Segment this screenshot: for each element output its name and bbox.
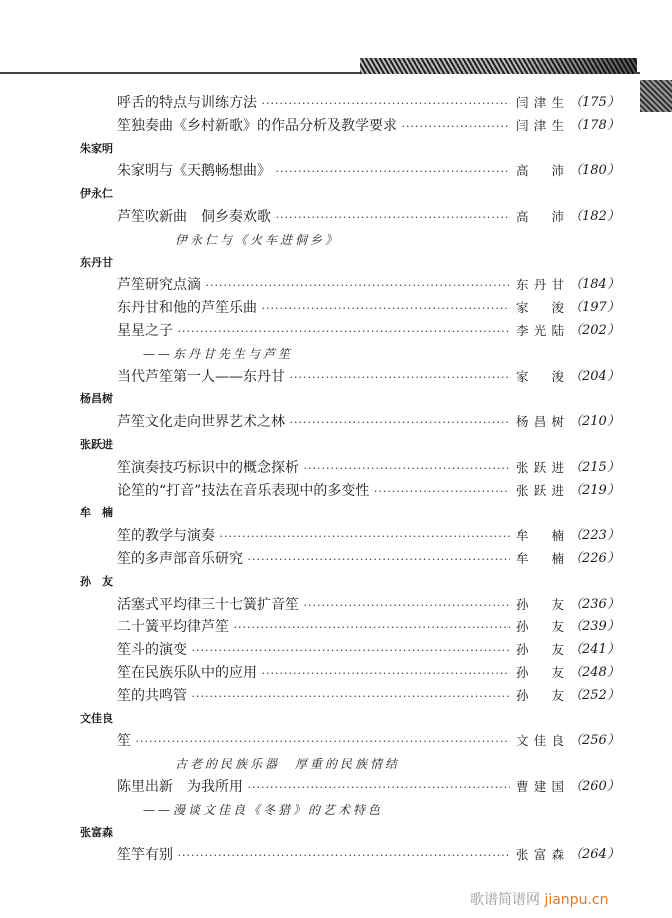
entry-title[interactable]: 笙的多声部音乐研究 ····· — [117, 548, 510, 572]
toc-author-header — [0, 708, 672, 731]
entry-page-number: （248） — [569, 664, 620, 680]
toc-author-header — [0, 183, 672, 206]
entry-page-number: （256） — [569, 733, 620, 749]
subtitle-text: 古老的民族乐器 厚重的民族情结 — [175, 757, 401, 772]
author-name: 牟 楠 — [80, 506, 113, 520]
author-name: 张跃进 — [80, 437, 113, 451]
entry-page-number: （264） — [569, 847, 620, 863]
entry-page-number: （182） — [569, 208, 620, 224]
author-name: 东丹甘 — [80, 255, 113, 269]
entry-page-number: （215） — [569, 459, 620, 475]
entry-author: 张跃进 — [516, 459, 566, 475]
author-name: 朱家明 — [80, 141, 113, 155]
entry-title[interactable]: 笙在民族乐队中的应用 ····· — [117, 662, 510, 686]
entry-title[interactable]: 活塞式平均律三十七簧扩音笙 ····· — [117, 594, 510, 618]
entry-author: 牟楠 — [516, 528, 566, 544]
toc-entry — [0, 457, 672, 480]
toc-entry — [0, 594, 672, 617]
toc-entry — [0, 844, 672, 867]
toc-author-header — [0, 388, 672, 411]
entry-title[interactable]: 笙竽有别 ····· — [117, 844, 510, 868]
toc-subtitle — [0, 799, 672, 822]
toc-entry — [0, 776, 672, 799]
toc-author-header — [0, 571, 672, 594]
toc-author-header — [0, 138, 672, 161]
entry-title[interactable]: 星星之子 ····· — [117, 320, 510, 344]
entry-author: 孙友 — [516, 596, 566, 612]
entry-title[interactable]: 呼舌的特点与训练方法 ····· — [117, 92, 510, 116]
entry-title[interactable]: 笙斗的演变 ····· — [117, 639, 510, 663]
subtitle-text: ——东丹甘先生与芦笙 — [143, 346, 294, 361]
entry-author: 文佳良 — [516, 733, 566, 749]
entry-author: 杨昌树 — [516, 414, 566, 430]
entry-page-number: （260） — [569, 778, 620, 794]
entry-page-number: （197） — [569, 300, 620, 316]
entry-page-number: （219） — [569, 482, 620, 498]
entry-author: 高沛 — [516, 208, 566, 224]
entry-author: 张跃进 — [516, 482, 566, 498]
entry-author: 张富森 — [516, 847, 566, 863]
entry-title[interactable]: 东丹甘和他的芦笙乐曲 ····· — [117, 297, 510, 321]
toc-entry — [0, 320, 672, 343]
entry-author: 曹建国 — [516, 778, 566, 794]
entry-page-number: （252） — [569, 687, 620, 703]
entry-author: 孙友 — [516, 687, 566, 703]
entry-page-number: （226） — [569, 550, 620, 566]
header-decorative-band — [360, 58, 637, 74]
toc-entry — [0, 297, 672, 320]
table-of-contents — [0, 92, 672, 867]
toc-subtitle — [0, 753, 672, 776]
toc-subtitle — [0, 343, 672, 366]
entry-author: 家浚 — [516, 368, 566, 384]
entry-title[interactable]: 笙的教学与演奏 ····· — [117, 525, 510, 549]
toc-entry — [0, 730, 672, 753]
toc-entry — [0, 160, 672, 183]
entry-page-number: （223） — [569, 528, 620, 544]
toc-author-header — [0, 502, 672, 525]
entry-author: 李光陆 — [516, 322, 566, 338]
entry-title[interactable]: 芦笙研究点滴 ····· — [117, 274, 510, 298]
entry-title[interactable]: 笙的共鸣管 ····· — [117, 685, 510, 709]
entry-page-number: （239） — [569, 619, 620, 635]
entry-page-number: （184） — [569, 277, 620, 293]
toc-entry — [0, 92, 672, 115]
toc-entry — [0, 525, 672, 548]
toc-subtitle — [0, 229, 672, 252]
subtitle-text: 伊永仁与《火车进侗乡》 — [175, 232, 341, 247]
entry-page-number: （204） — [569, 368, 620, 384]
entry-author: 孙友 — [516, 619, 566, 635]
toc-author-header — [0, 434, 672, 457]
entry-author: 孙友 — [516, 642, 566, 658]
toc-entry — [0, 366, 672, 389]
entry-title[interactable]: 笙 ····· — [117, 730, 510, 754]
entry-title[interactable]: 当代芦笙第一人——东丹甘 ····· — [117, 366, 510, 390]
toc-entry — [0, 274, 672, 297]
entry-title[interactable]: 朱家明与《天鹅畅想曲》 ····· — [117, 160, 510, 184]
toc-entry — [0, 548, 672, 571]
toc-entry — [0, 662, 672, 685]
author-name: 张富森 — [80, 825, 113, 839]
author-name: 杨昌树 — [80, 392, 113, 406]
author-name: 伊永仁 — [80, 187, 113, 201]
entry-page-number: （180） — [569, 163, 620, 179]
watermark-en: jianpu.cn — [544, 892, 609, 908]
toc-entry — [0, 639, 672, 662]
author-name: 孙 友 — [80, 574, 113, 588]
toc-entry — [0, 115, 672, 138]
entry-author: 闫津生 — [516, 95, 566, 110]
entry-title[interactable]: 论笙的“打音”技法在音乐表现中的多变性 ····· — [117, 480, 510, 504]
entry-title[interactable]: 二十簧平均律芦笙 ····· — [117, 616, 510, 640]
entry-author: 东丹甘 — [516, 277, 566, 293]
toc-entry — [0, 206, 672, 229]
watermark-cn: 歌谱简谱网 — [470, 892, 540, 908]
toc-entry — [0, 411, 672, 434]
toc-entry — [0, 616, 672, 639]
entry-author: 孙友 — [516, 664, 566, 680]
entry-title[interactable]: 芦笙文化走向世界艺术之林 ····· — [117, 411, 510, 435]
watermark — [470, 889, 608, 909]
toc-entry — [0, 480, 672, 503]
toc-author-header — [0, 252, 672, 275]
entry-title[interactable]: 陈里出新 为我所用 ····· — [117, 776, 510, 800]
entry-page-number: （175） — [569, 95, 620, 110]
author-name: 文佳良 — [80, 711, 113, 725]
entry-page-number: （236） — [569, 596, 620, 612]
entry-title[interactable]: 笙演奏技巧标识中的概念探析 ····· — [117, 457, 510, 481]
entry-page-number: （241） — [569, 642, 620, 658]
entry-page-number: （178） — [569, 117, 620, 133]
entry-author: 家浚 — [516, 300, 566, 316]
entry-page-number: （202） — [569, 322, 620, 338]
toc-entry — [0, 685, 672, 708]
entry-author: 牟楠 — [516, 550, 566, 566]
entry-title[interactable]: 笙独奏曲《乡村新歌》的作品分析及教学要求 ····· — [117, 115, 510, 139]
entry-page-number: （210） — [569, 414, 620, 430]
entry-title[interactable]: 芦笙吹新曲 侗乡奏欢歌 ····· — [117, 206, 510, 230]
subtitle-text: ——漫谈文佳良《冬猎》的艺术特色 — [143, 802, 384, 817]
toc-author-header — [0, 822, 672, 845]
entry-author: 闫津生 — [516, 117, 566, 133]
entry-author: 高沛 — [516, 163, 566, 179]
